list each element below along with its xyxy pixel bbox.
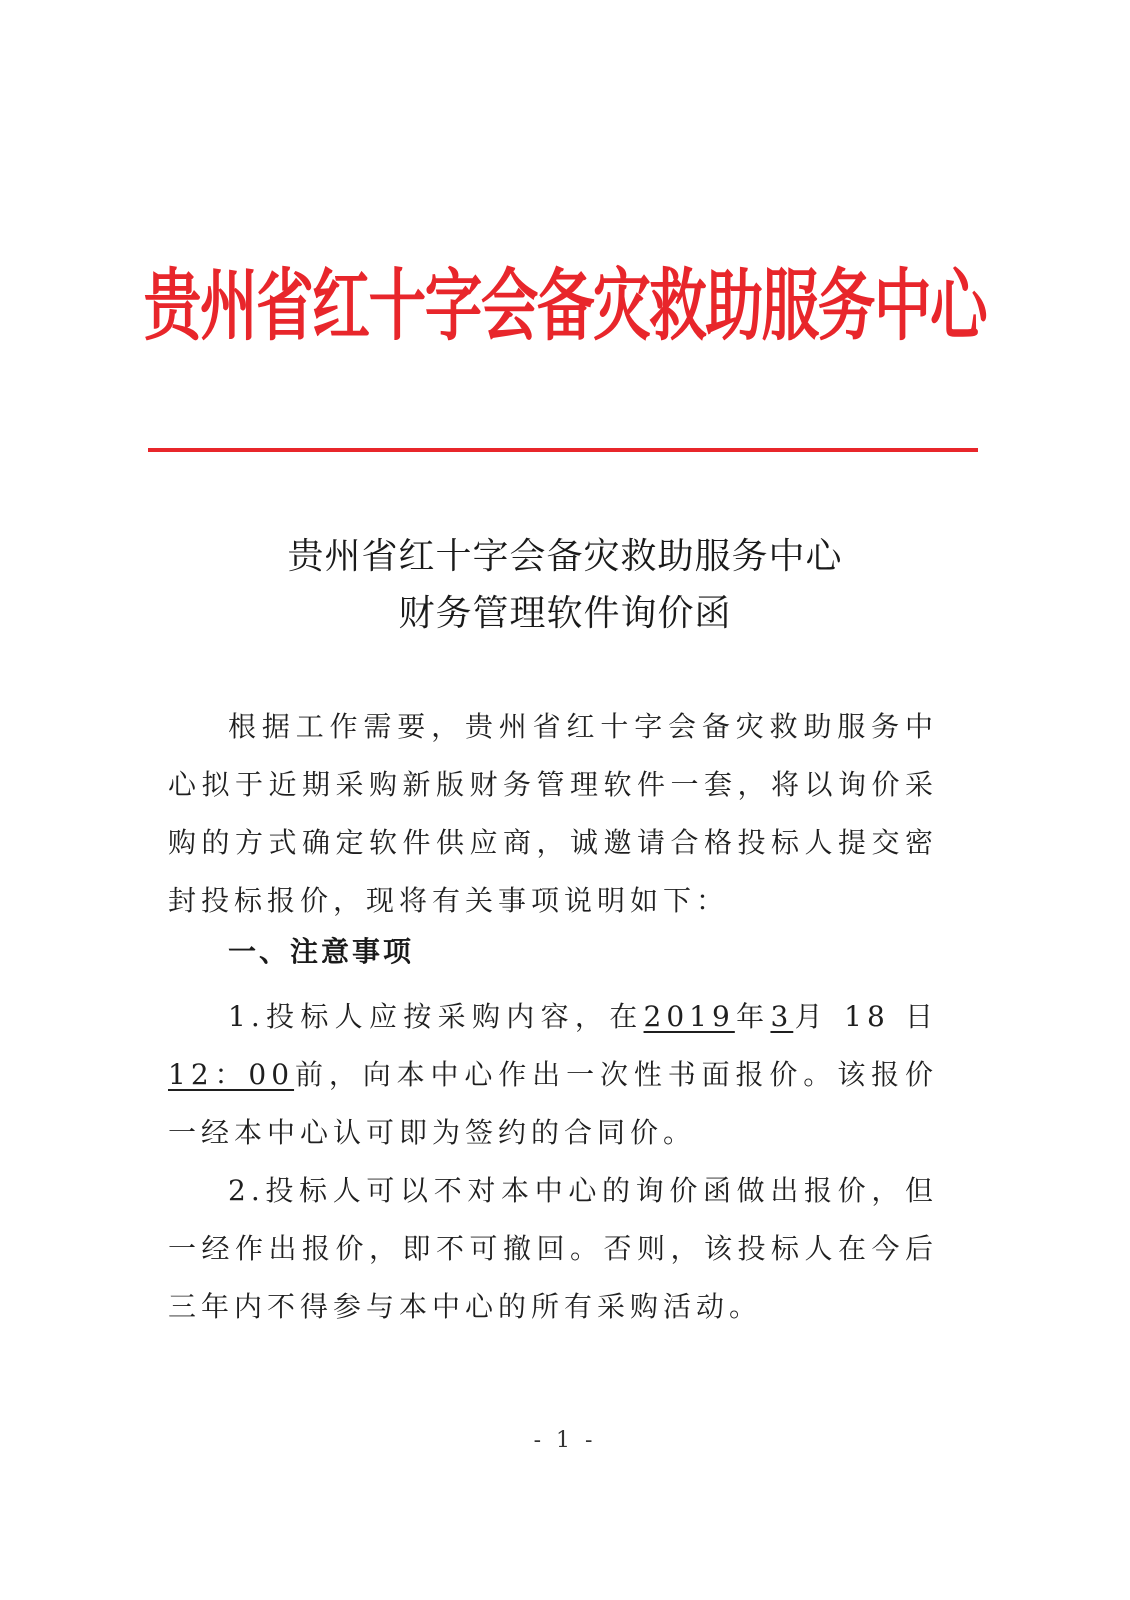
item1-month-suffix: 月 18 日 — [793, 1000, 938, 1033]
section-heading-notes: 一、注意事项 — [228, 935, 415, 968]
notes-item-2: 2.投标人可以不对本中心的询价函做出报价，但一经作出报价，即不可撤回。否则，该投标人在今后三年内不得参与本中心的所有采购活动。 — [168, 1174, 938, 1323]
letterhead-red-rule — [148, 448, 978, 452]
item1-text-after: 前，向本中心作出一次性书面报价。该报价一经本中心认可即为签约的合同价。 — [168, 1058, 938, 1149]
document-title-line2: 财务管理软件询价函 — [398, 593, 732, 634]
item1-text-before: 1.投标人应按采购内容，在 — [228, 1000, 644, 1033]
item1-year: 2019 — [643, 1000, 735, 1033]
notes-item-1 — [168, 988, 938, 1162]
page-number: - 1 - — [533, 1428, 597, 1453]
item1-time: 12：00 — [168, 1058, 295, 1091]
letterhead-org-name: 贵州省红十字会备灾救助服务中心 — [143, 261, 987, 352]
intro-paragraph: 根据工作需要，贵州省红十字会备灾救助服务中心拟于近期采购新版财务管理软件一套，将以询价采购的方式确定软件供应商，诚邀请合格投标人提交密封投标报价，现将有关事项说明如下： — [168, 710, 938, 917]
document-title-line1: 贵州省红十字会备灾救助服务中心 — [287, 536, 843, 577]
item1-year-suffix: 年 — [734, 1000, 771, 1033]
item1-month: 3 — [770, 1000, 794, 1033]
